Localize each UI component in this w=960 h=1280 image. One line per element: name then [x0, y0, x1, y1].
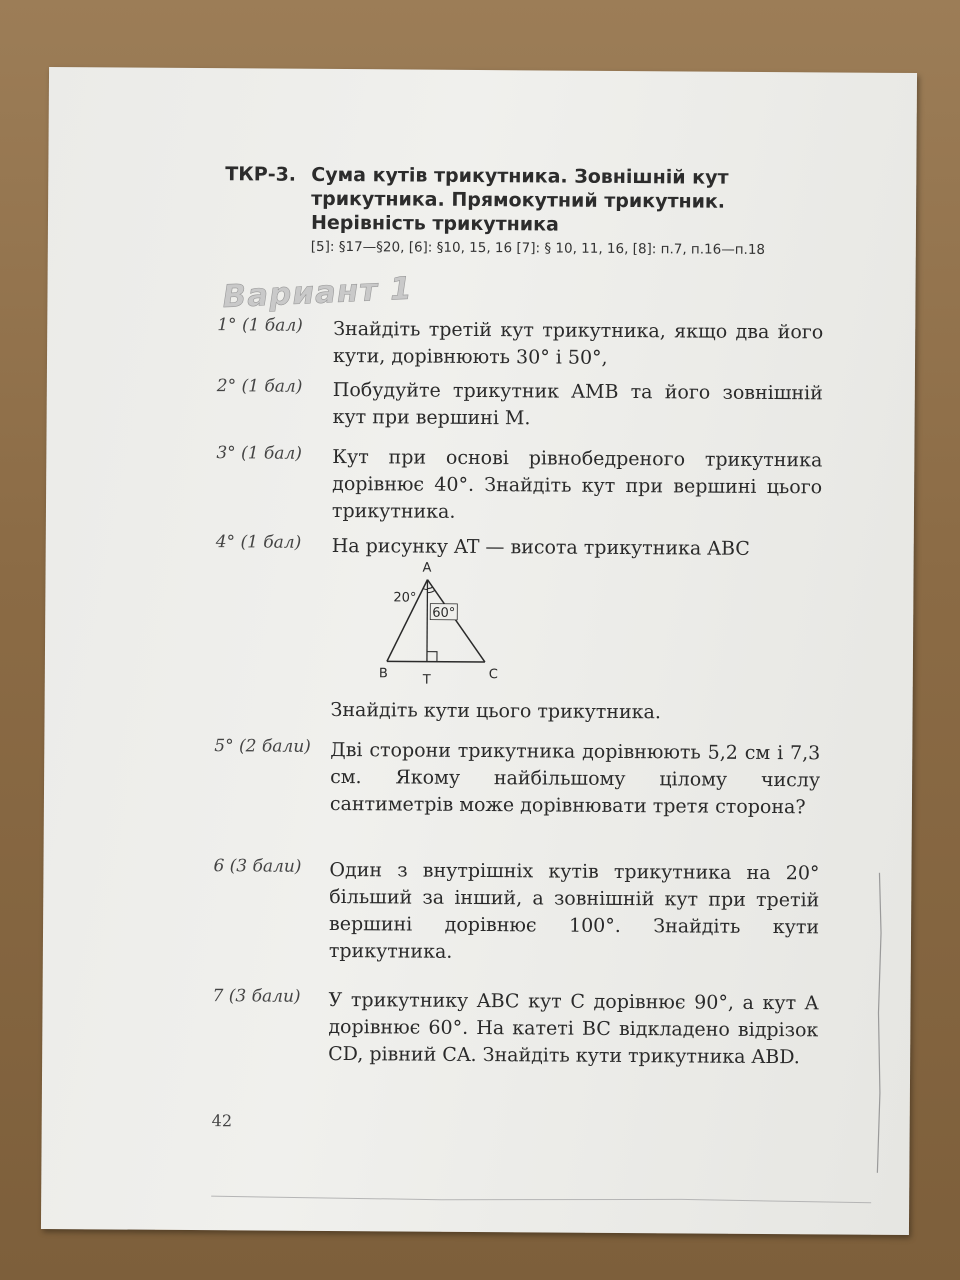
task-text: Один з внутрішніх кутів трикутника на 20° більший за інший, а зовнішній кут при третій вершині дорівнює 100°. Знайдіть кути трикутника. [328, 858, 820, 963]
test-code: ТКР-3. [225, 163, 297, 186]
paper-sheet [41, 67, 917, 1235]
variant-handwritten-label: Вариант 1 [221, 270, 414, 316]
task-number: 5° (2 бали) [214, 736, 311, 757]
task-number: 1° (1 бал) [217, 315, 303, 336]
task-number: 6 (3 бали) [213, 856, 302, 877]
page-content [41, 67, 917, 1235]
vertex-b-label: B [378, 666, 388, 682]
task-text: Дві сторони трикутника дорівнюють 5,2 см і 7,3 см. Якому найбільшому цілому числу сантиметрів може дорівнювати третя сторона? [329, 738, 821, 819]
task-7 [212, 986, 833, 1069]
vertex-c-label: C [488, 667, 498, 683]
task-number: 3° (1 бал) [216, 443, 302, 464]
task-4 [215, 532, 836, 560]
side-bc [387, 661, 485, 662]
angle-arc-right-inner [427, 587, 432, 589]
task-5 [214, 736, 834, 819]
task-1 [217, 315, 837, 369]
task-number: 2° (1 бал) [216, 376, 303, 397]
task-6 [213, 856, 834, 963]
task-text: На рисунку AT — висота трикутника ABC [331, 534, 750, 560]
test-heading [225, 162, 825, 236]
task-text: Знайдіть третій кут трикутника, якщо два його кути, дорівнюють 30° і 50°, [332, 317, 824, 369]
task-text: У трикутнику ABC кут C дорівнює 90°, а кут A дорівнює 60°. На катеті BC відкладено відрізок CD, рівний CA. Знайдіть кути трикутника ABD. [328, 988, 819, 1069]
right-angle-marker [427, 652, 437, 662]
altitude-at [427, 580, 428, 662]
angle-20-label: 20° [393, 590, 417, 606]
task-3 [216, 443, 836, 523]
task-4-follow-up: Знайдіть кути цього трикутника. [330, 698, 661, 724]
task-number: 7 (3 бали) [212, 986, 301, 1007]
side-ac [427, 580, 486, 662]
test-title: Сума кутів трикутника. Зовнішній кут трикутника. Прямокутний трикутник. Нерівність трикутника [310, 163, 729, 236]
page-number: 42 [211, 1111, 233, 1131]
angle-60-label: 60° [432, 605, 456, 621]
angle-arc-right-outer [427, 590, 435, 592]
references-line: [5]: §17—§20, [6]: §10, 15, 16 [7]: § 10, 11, 16, [8]: п.7, п.16—п.18 [310, 238, 766, 258]
triangle-figure [327, 557, 508, 688]
vertex-t-label: T [422, 672, 431, 688]
margin-pencil-line [877, 873, 881, 1173]
task-2 [216, 376, 837, 430]
task-number: 4° (1 бал) [215, 532, 302, 553]
triangle-diagram [327, 557, 508, 688]
bottom-pencil-line [211, 1196, 871, 1203]
angle-arc-left [423, 589, 427, 590]
vertex-a-label: A [422, 560, 432, 576]
task-text: Кут при основі рівнобедреного трикутника дорівнює 40°. Знайдіть кут при вершині цього трикутника. [331, 445, 823, 523]
task-text: Побудуйте трикутник AMB та його зовнішній кут при вершині M. [332, 378, 823, 430]
